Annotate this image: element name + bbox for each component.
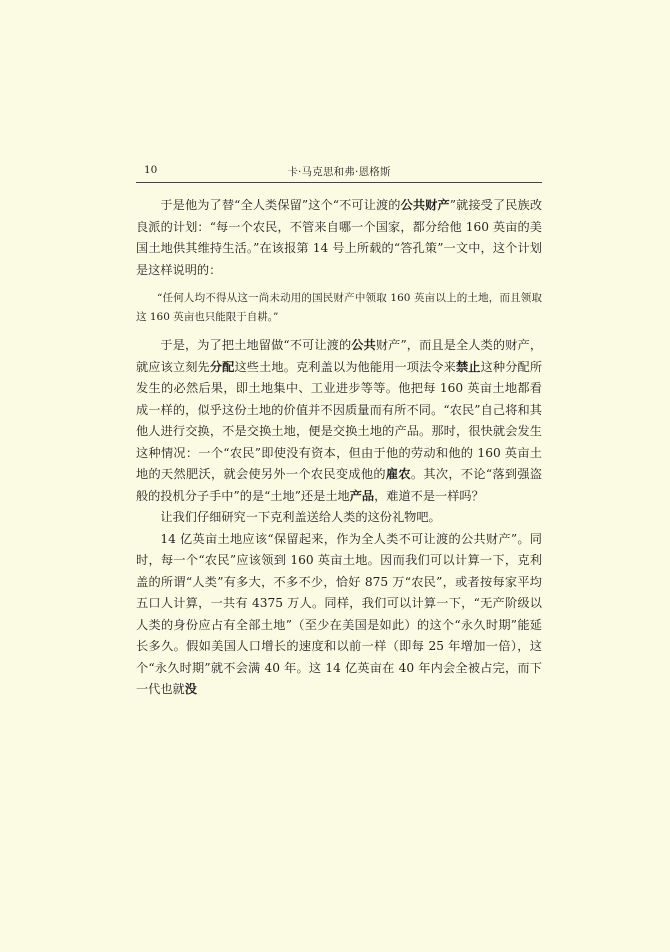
text-segment: ”就接受了民族改良派的计划：“每一个农民，不管来自哪一个国家，都分给他 160 英亩的美国土地供其维持生活。”在该报第 14 号上所载的“答孔策”一文中，这个计划是这样说明的： bbox=[136, 198, 543, 277]
paragraph-4 bbox=[136, 529, 542, 701]
emphasis-text: 雇农 bbox=[385, 467, 411, 481]
emphasis-text: 公共财产 bbox=[400, 198, 450, 212]
paragraph-3 bbox=[136, 507, 542, 529]
emphasis-text: 没 bbox=[184, 682, 197, 696]
emphasis-text: 公共 bbox=[351, 338, 376, 352]
text-segment: 让我们仔细研究一下克利盖送给人类的这份礼物吧。 bbox=[160, 510, 441, 524]
text-segment: 。其次，不论“落到强盗般的投机分子手中”的是“土地”还是土地 bbox=[136, 467, 543, 503]
emphasis-text: 产品 bbox=[349, 488, 375, 503]
block-quote bbox=[136, 289, 542, 327]
page-body bbox=[136, 195, 542, 701]
paragraph-2 bbox=[136, 335, 542, 507]
text-segment: 财产”，而且是全人类的财产，就应该立刻先 bbox=[136, 338, 543, 374]
text-segment: 这种分配所发生的必然后果，即土地集中、工业进步等等。他把每 160 英亩土地都看成一样的，似乎这份土地的价值并不因质量而有所不同。“农民”自己将和其他人进行交换，不是交换土地，便是交换土地的产品。那时，很快就会发生这种情况：一个“农民”即使没有资本，但由于他的劳动和他的 160 英亩土地的天然肥沃，就会使另外一个农民变成他的 bbox=[136, 359, 543, 481]
paragraph-1 bbox=[136, 195, 542, 281]
quote-text: “任何人均不得从这一尚未动用的国民财产中领取 160 英亩以上的土地，而且领取这 160 英亩也只能限于自耕。” bbox=[136, 292, 542, 323]
text-segment: 于是他为了替“全人类保留”这个“不可让渡的 bbox=[160, 198, 401, 212]
emphasis-text: 禁止 bbox=[456, 359, 481, 374]
text-segment: 14 亿英亩土地应该“保留起来，作为全人类不可让渡的公共财产”。同时，每一个“农民”应该领到 160 英亩土地。因而我们可以计算一下，克利盖的所谓“人类”有多大，不多不少，恰好 875 万“农民”，或者按每家平均五口人计算，一共有 4375 万人。同样，我们可以计算一下，“无产阶级以人类的身份应占有全部土地”（至少在美国是如此）的这个“永久时期”能延长多久。假如美国人口增长的速度和以前一样（即每 25 年增加一倍），这个“永久时期”就不会满 40 年。这 14 亿英亩在 40 年内会全被占完，而下一代也就 bbox=[136, 531, 542, 696]
page-number: 10 bbox=[144, 164, 158, 176]
page-header bbox=[136, 162, 542, 183]
emphasis-text: 分配 bbox=[209, 359, 235, 374]
text-segment: ，难道不是一样吗？ bbox=[374, 488, 484, 503]
text-segment: 这些土地。克利盖以为他能用一项法令来 bbox=[234, 359, 456, 374]
running-title: 卡·马克思和弗·恩格斯 bbox=[287, 166, 391, 178]
text-segment: 于是，为了把土地留做“不可让渡的 bbox=[160, 338, 352, 352]
